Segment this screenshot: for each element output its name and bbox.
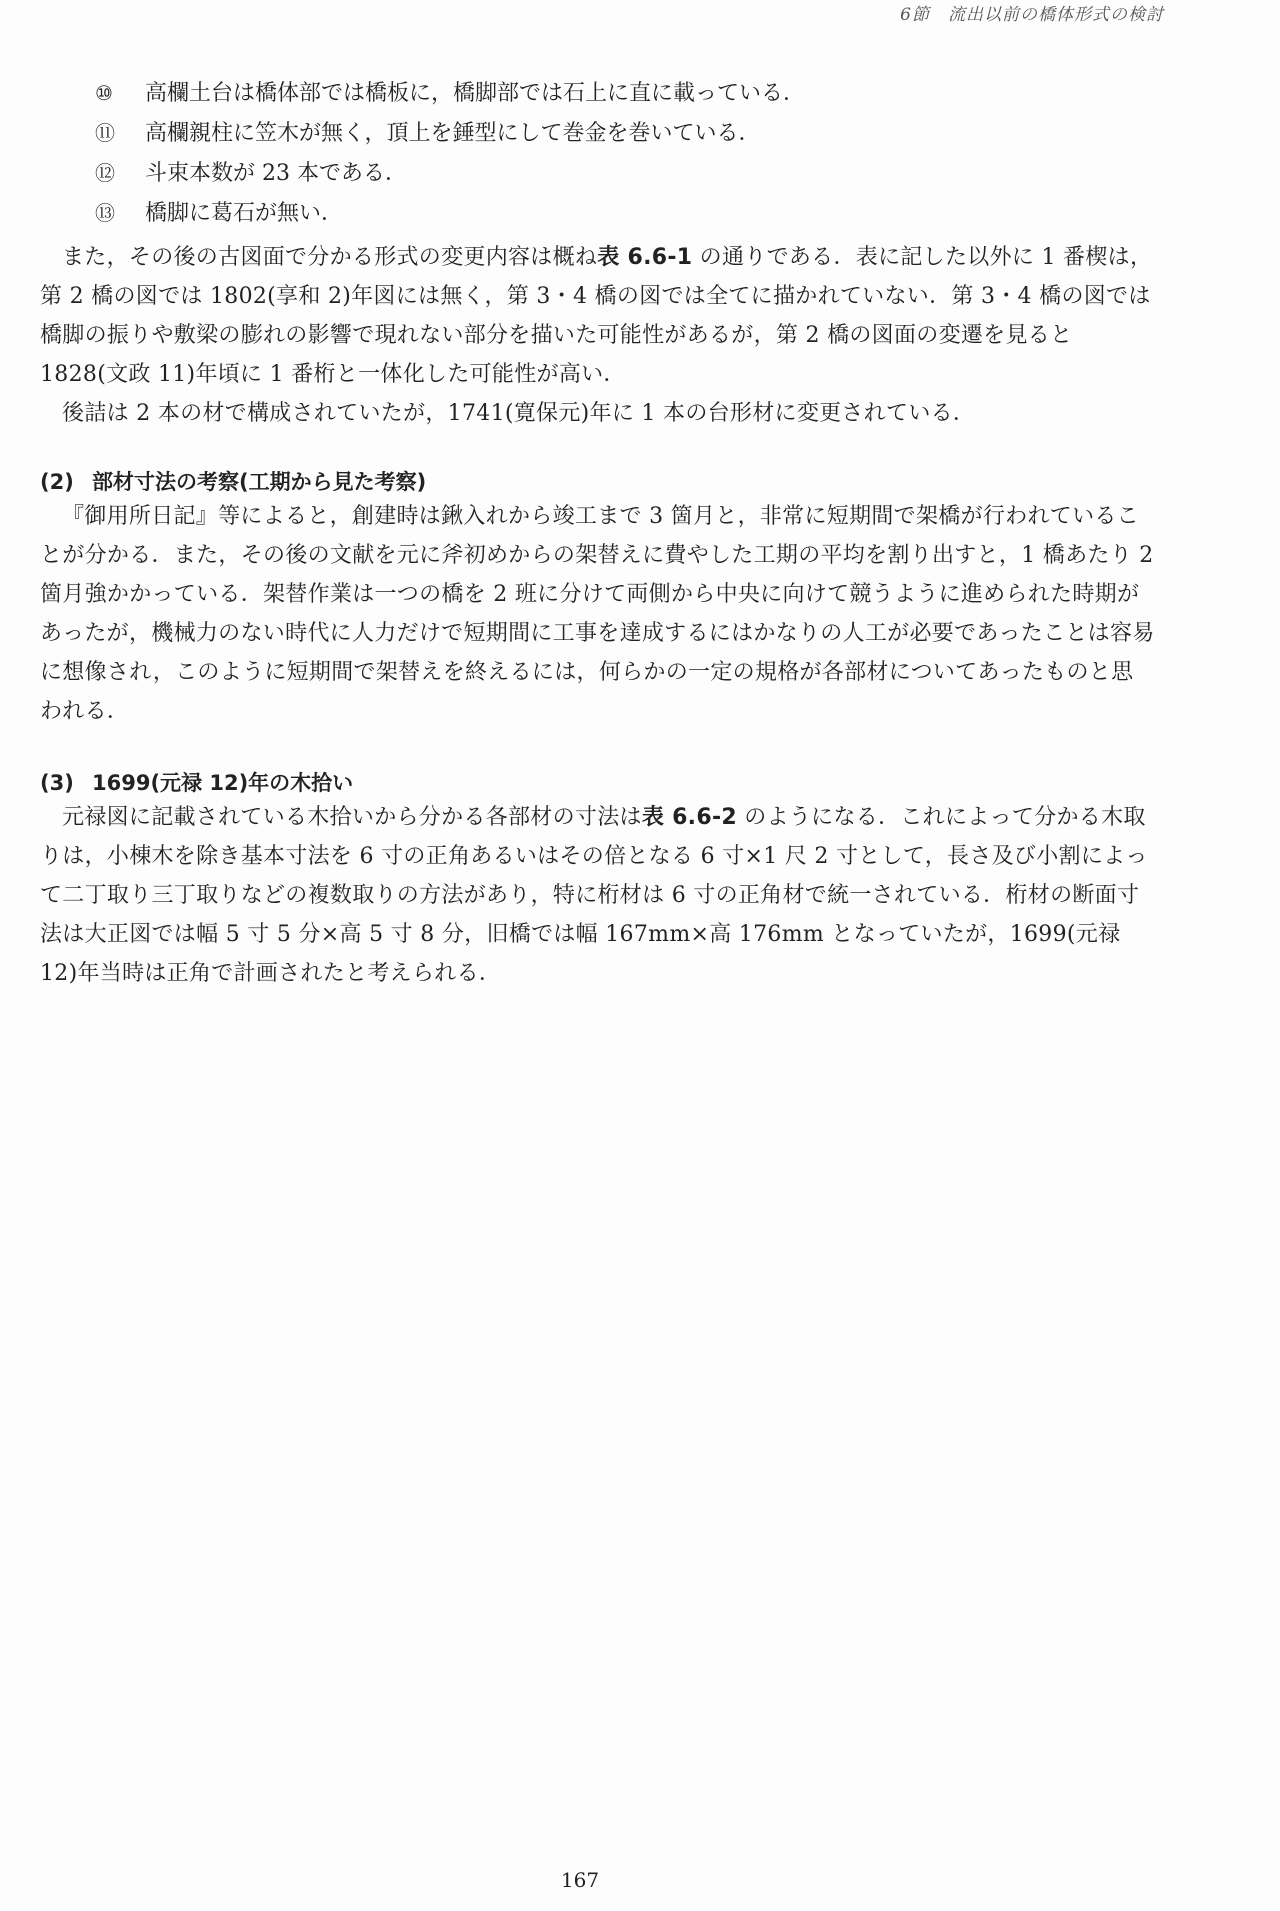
section-body: 『御用所日記』等によると，創建時は鍬入れから竣工まで 3 箇月と，非常に短期間で架橋が行われていることが分かる．また，その後の文献を元に斧初めからの架替えに費やした工期の平均を割り出すと，1 橋あたり 2 箇月強かかっている．架替作業は一つの橋を 2 班に分けて両側から中央に向けて競うように進められた時期があったが，機械力のない時代に人力だけで短期間に工事を達成するにはかなりの人工が必要であったことは容易に想像され，このように短期間で架替えを終えるには，何らかの一定の規格が各部材についてあったものと思われる． <box>40 504 1155 724</box>
list-item <box>40 78 1155 109</box>
intro-text-rest: の通りである．表に記した以外に 1 番楔は，第 2 橋の図では 1802(享和 2)年図には無く，第 3・4 橋の図では全てに描かれていない．第 3・4 橋の図では橋脚の振りや敷梁の膨れの影響で現れない部分を描いた可能性があるが，第 2 橋の図面の変遷を見ると 1828(文政 11)年頃に 1 番桁と一体化した可能性が高い． <box>40 245 1153 387</box>
section-number: (2) <box>40 470 74 494</box>
list-item-number: ⑩ <box>95 81 113 105</box>
list-item <box>40 158 1155 189</box>
page-number: 167 <box>560 1868 600 1892</box>
list-item <box>40 118 1155 149</box>
table-reference: 表 6.6-1 <box>597 245 693 270</box>
running-head: 6節 流出以前の橋体形式の検討 <box>900 5 1164 25</box>
page-content <box>40 78 1155 993</box>
intro-paragraph <box>40 238 1155 394</box>
section-heading <box>40 768 1155 798</box>
list-item-text: 橋脚に葛石が無い． <box>145 201 344 226</box>
list-item-text: 斗束本数が 23 本である． <box>145 161 407 186</box>
section-title: 部材寸法の考察(工期から見た考察) <box>92 470 427 494</box>
section-number: (3) <box>40 771 74 795</box>
section-heading <box>40 467 1155 497</box>
list-item-text: 高欄親柱に笠木が無く，頂上を錘型にして巻金を巻いている． <box>145 121 761 146</box>
section-body <box>40 798 1155 993</box>
section-title: 1699(元禄 12)年の木拾い <box>92 771 354 795</box>
section-text-rest: のようになる．これによって分かる木取りは，小棟木を除き基本寸法を 6 寸の正角あるいはその倍となる 6 寸×1 尺 2 寸として，長さ及び小割によって二丁取り三丁取りなどの複数取りの方法があり，特に桁材は 6 寸の正角材で統一されている．桁材の断面寸法は大正図では幅 5 寸 5 分×高 5 寸 8 分，旧橋では幅 167mm×高 176mm となっていたが，1699(元禄 12)年当時は正角で計画されたと考えられる． <box>40 805 1148 986</box>
list-item-number: ⑫ <box>95 161 115 185</box>
list-item-number: ⑪ <box>95 121 115 145</box>
intro-text-start: また，その後の古図面で分かる形式の変更内容は概ね <box>62 245 598 270</box>
section-text-start: 元禄図に記載されている木拾いから分かる各部材の寸法は <box>62 805 642 830</box>
intro-paragraph-2: 後詰は 2 本の材で構成されていたが，1741(寛保元)年に 1 本の台形材に変更されている． <box>62 401 976 426</box>
list-item-text: 高欄土台は橋体部では橋板に，橋脚部では石上に直に載っている． <box>145 81 806 106</box>
list-item <box>40 198 1155 229</box>
list-item-number: ⑬ <box>95 201 115 225</box>
table-reference: 表 6.6-2 <box>641 805 737 830</box>
